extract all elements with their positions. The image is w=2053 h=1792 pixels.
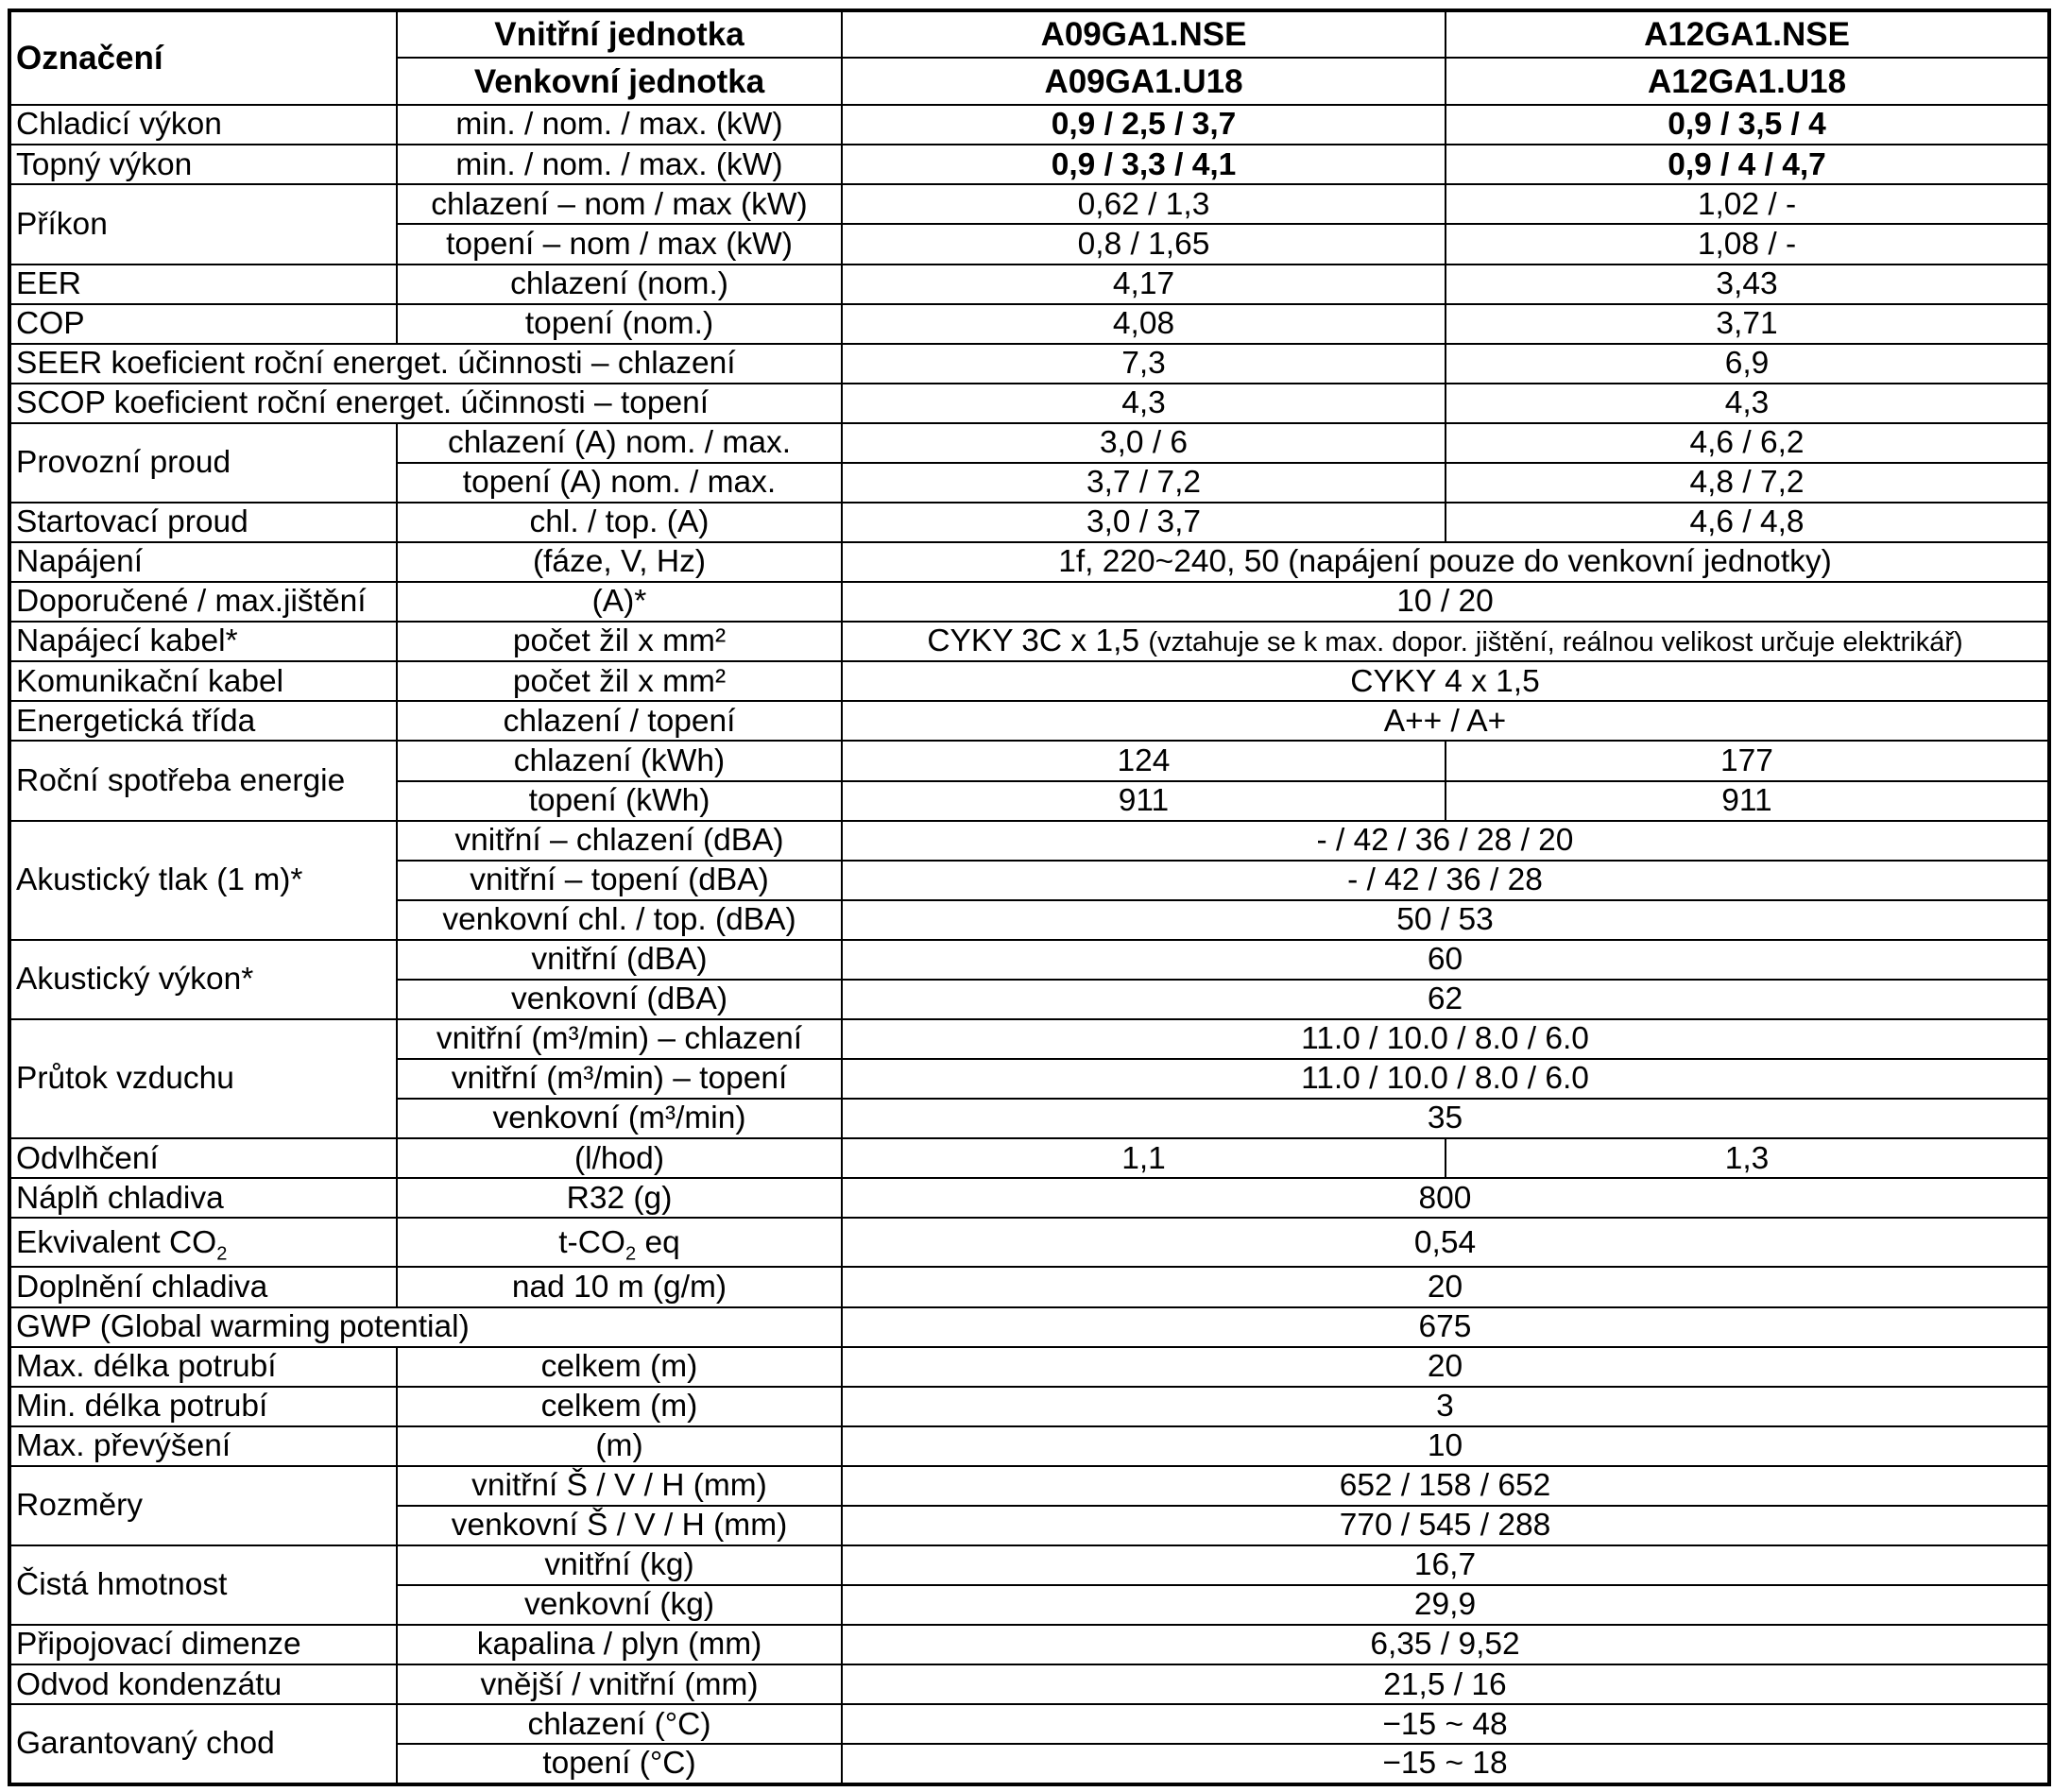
row-scop [9,384,2049,423]
row-unit: (m) [397,1426,842,1466]
row-gwp [9,1307,2049,1347]
value-shared: 20 [842,1347,2049,1387]
value-shared: 11.0 / 10.0 / 8.0 / 6.0 [842,1019,2049,1059]
value-shared: 20 [842,1267,2049,1306]
row-power-cable [9,622,2049,661]
value-model2: 4,6 / 4,8 [1446,503,2049,542]
row-airflow-1 [9,1019,2049,1059]
value-shared: - / 42 / 36 / 28 / 20 [842,821,2049,861]
row-label: Akustický výkon* [9,940,397,1019]
row-unit [397,1218,842,1267]
value-shared: A++ / A+ [842,701,2049,741]
value-model1: 3,0 / 6 [842,423,1446,463]
outdoor-unit-label: Venkovní jednotka [397,58,842,105]
row-label: Doplnění chladiva [9,1267,397,1306]
row-label: Startovací proud [9,503,397,542]
value-shared: 21,5 / 16 [842,1664,2049,1704]
row-unit: vnitřní (m³/min) – topení [397,1059,842,1099]
row-label: Odvod kondenzátu [9,1664,397,1704]
value-model2: 1,3 [1446,1138,2049,1178]
power-cable-value: CYKY 3C x 1,5 [927,623,1140,659]
row-connection-dimension [9,1625,2049,1664]
value-model2: 0,9 / 4 / 4,7 [1446,145,2049,184]
row-unit: topení (nom.) [397,304,842,344]
indoor-unit-label: Vnitřní jednotka [397,10,842,58]
value-shared: 0,54 [842,1218,2049,1267]
row-unit: vnější / vnitřní (mm) [397,1664,842,1704]
row-label: Napájecí kabel* [9,622,397,661]
value-shared: 6,35 / 9,52 [842,1625,2049,1664]
row-unit: venkovní chl. / top. (dBA) [397,900,842,940]
row-heating-capacity [9,145,2049,184]
row-label: Doporučené / max.jištění [9,582,397,622]
value-shared: 675 [842,1307,2049,1347]
row-label: Příkon [9,184,397,264]
row-cop [9,304,2049,344]
row-unit: venkovní Š / V / H (mm) [397,1506,842,1545]
row-label: Průtok vzduchu [9,1019,397,1138]
row-unit: (fáze, V, Hz) [397,542,842,582]
row-unit: topení (A) nom. / max. [397,463,842,503]
value-shared: 800 [842,1178,2049,1218]
row-unit: R32 (g) [397,1178,842,1218]
row-unit: vnitřní – chlazení (dBA) [397,821,842,861]
co2-label-text: Ekvivalent CO [16,1224,217,1260]
row-sound-pressure-1 [9,821,2049,861]
model2-outdoor: A12GA1.U18 [1446,58,2049,105]
value-model2: 1,08 / - [1446,224,2049,264]
value-shared: - / 42 / 36 / 28 [842,861,2049,900]
row-unit: počet žil x mm² [397,622,842,661]
row-unit: vnitřní (dBA) [397,940,842,980]
row-power-supply [9,542,2049,582]
row-unit: (l/hod) [397,1138,842,1178]
value-model1: 0,62 / 1,3 [842,184,1446,224]
row-label: SCOP koeficient roční energet. účinnosti – topení [9,384,842,423]
value-model2: 3,71 [1446,304,2049,344]
value-shared: 3 [842,1387,2049,1426]
row-label: Max. převýšení [9,1426,397,1466]
model1-indoor: A09GA1.NSE [842,10,1446,58]
value-model1: 124 [842,741,1446,780]
value-model1: 911 [842,781,1446,821]
value-model2: 3,43 [1446,265,2049,304]
row-unit: počet žil x mm² [397,661,842,701]
row-unit: nad 10 m (g/m) [397,1267,842,1306]
value-model1: 7,3 [842,344,1446,384]
row-unit: celkem (m) [397,1347,842,1387]
row-unit: (A)* [397,582,842,622]
row-label: Min. délka potrubí [9,1387,397,1426]
row-unit: vnitřní (m³/min) – chlazení [397,1019,842,1059]
value-model2: 0,9 / 3,5 / 4 [1446,105,2049,145]
row-unit: kapalina / plyn (mm) [397,1625,842,1664]
header-row-indoor [9,10,2049,58]
row-energy-class [9,701,2049,741]
row-label: Napájení [9,542,397,582]
value-model1: 3,0 / 3,7 [842,503,1446,542]
row-operating-current-cooling [9,423,2049,463]
row-max-pipe-length [9,1347,2049,1387]
row-label: EER [9,265,397,304]
row-label: Provozní proud [9,423,397,503]
row-unit: topení – nom / max (kW) [397,224,842,264]
row-label: Připojovací dimenze [9,1625,397,1664]
row-unit: venkovní (m³/min) [397,1099,842,1138]
row-label: Max. délka potrubí [9,1347,397,1387]
row-dehumidification [9,1138,2049,1178]
row-unit: min. / nom. / max. (kW) [397,145,842,184]
row-label: Garantovaný chod [9,1704,397,1784]
model1-outdoor: A09GA1.U18 [842,58,1446,105]
value-model2: 4,8 / 7,2 [1446,463,2049,503]
row-fuse [9,582,2049,622]
value-shared: CYKY 4 x 1,5 [842,661,2049,701]
row-refrigerant-topup [9,1267,2049,1306]
value-model2: 6,9 [1446,344,2049,384]
value-shared: 35 [842,1099,2049,1138]
value-shared: 11.0 / 10.0 / 8.0 / 6.0 [842,1059,2049,1099]
value-model2: 4,6 / 6,2 [1446,423,2049,463]
row-guaranteed-operation-cooling [9,1704,2049,1744]
row-unit: celkem (m) [397,1387,842,1426]
row-label: Odvlhčení [9,1138,397,1178]
row-unit: chlazení – nom / max (kW) [397,184,842,224]
row-unit: chl. / top. (A) [397,503,842,542]
row-annual-consumption-cooling [9,741,2049,780]
value-model1: 3,7 / 7,2 [842,463,1446,503]
row-label: Energetická třída [9,701,397,741]
value-model1: 4,3 [842,384,1446,423]
row-label: Náplň chladiva [9,1178,397,1218]
value-shared: 10 [842,1426,2049,1466]
power-cable-note: (vztahuje se k max. dopor. jištění, reálnou velikost určuje elektrikář) [1148,627,1963,658]
row-unit: chlazení (nom.) [397,265,842,304]
value-model2: 1,02 / - [1446,184,2049,224]
row-refrigerant-charge [9,1178,2049,1218]
row-cooling-capacity [9,105,2049,145]
co2-label-subscript: 2 [216,1243,228,1265]
value-shared: 1f, 220~240, 50 (napájení pouze do venkovní jednotky) [842,542,2049,582]
row-starting-current [9,503,2049,542]
co2-unit-subscript: 2 [624,1243,637,1265]
value-shared: 62 [842,980,2049,1019]
co2-unit-text: t-CO [558,1224,625,1260]
row-power-input-cooling [9,184,2049,224]
row-eer [9,265,2049,304]
row-label: Chladicí výkon [9,105,397,145]
row-label: Čistá hmotnost [9,1545,397,1625]
value-shared: 770 / 545 / 288 [842,1506,2049,1545]
value-model1: 1,1 [842,1138,1446,1178]
row-unit: chlazení (°C) [397,1704,842,1744]
row-unit: vnitřní – topení (dBA) [397,861,842,900]
co2-unit-suffix: eq [636,1224,680,1260]
value-shared: 10 / 20 [842,582,2049,622]
value-shared: 652 / 158 / 652 [842,1466,2049,1506]
spec-table [8,9,2051,1786]
value-model2: 911 [1446,781,2049,821]
value-shared [842,622,2049,661]
row-comm-cable [9,661,2049,701]
row-unit: chlazení / topení [397,701,842,741]
model2-indoor: A12GA1.NSE [1446,10,2049,58]
row-label: COP [9,304,397,344]
row-dimensions-indoor [9,1466,2049,1506]
row-unit: topení (kWh) [397,781,842,821]
row-unit: min. / nom. / max. (kW) [397,105,842,145]
row-min-pipe-length [9,1387,2049,1426]
value-model1: 0,8 / 1,65 [842,224,1446,264]
row-unit: venkovní (kg) [397,1585,842,1625]
row-unit: chlazení (A) nom. / max. [397,423,842,463]
value-model1: 0,9 / 3,3 / 4,1 [842,145,1446,184]
row-co2-equivalent [9,1218,2049,1267]
row-max-height [9,1426,2049,1466]
row-label: Komunikační kabel [9,661,397,701]
oznaceni-header: Označení [9,10,397,105]
value-shared: −15 ~ 48 [842,1704,2049,1744]
row-condensate-drain [9,1664,2049,1704]
row-label [9,1218,397,1267]
row-label: Topný výkon [9,145,397,184]
row-unit: vnitřní (kg) [397,1545,842,1585]
value-shared: 60 [842,940,2049,980]
value-model1: 0,9 / 2,5 / 3,7 [842,105,1446,145]
row-label: Akustický tlak (1 m)* [9,821,397,940]
value-model2: 4,3 [1446,384,2049,423]
value-model2: 177 [1446,741,2049,780]
row-label: GWP (Global warming potential) [9,1307,842,1347]
row-sound-power-1 [9,940,2049,980]
row-unit: chlazení (kWh) [397,741,842,780]
row-unit: vnitřní Š / V / H (mm) [397,1466,842,1506]
value-shared: −15 ~ 18 [842,1744,2049,1784]
value-shared: 29,9 [842,1585,2049,1625]
row-label: Roční spotřeba energie [9,741,397,820]
row-label: SEER koeficient roční energet. účinnosti – chlazení [9,344,842,384]
row-seer [9,344,2049,384]
row-label: Rozměry [9,1466,397,1545]
row-unit: topení (°C) [397,1744,842,1784]
value-shared: 50 / 53 [842,900,2049,940]
value-model1: 4,17 [842,265,1446,304]
value-model1: 4,08 [842,304,1446,344]
value-shared: 16,7 [842,1545,2049,1585]
row-net-weight-indoor [9,1545,2049,1585]
row-unit: venkovní (dBA) [397,980,842,1019]
